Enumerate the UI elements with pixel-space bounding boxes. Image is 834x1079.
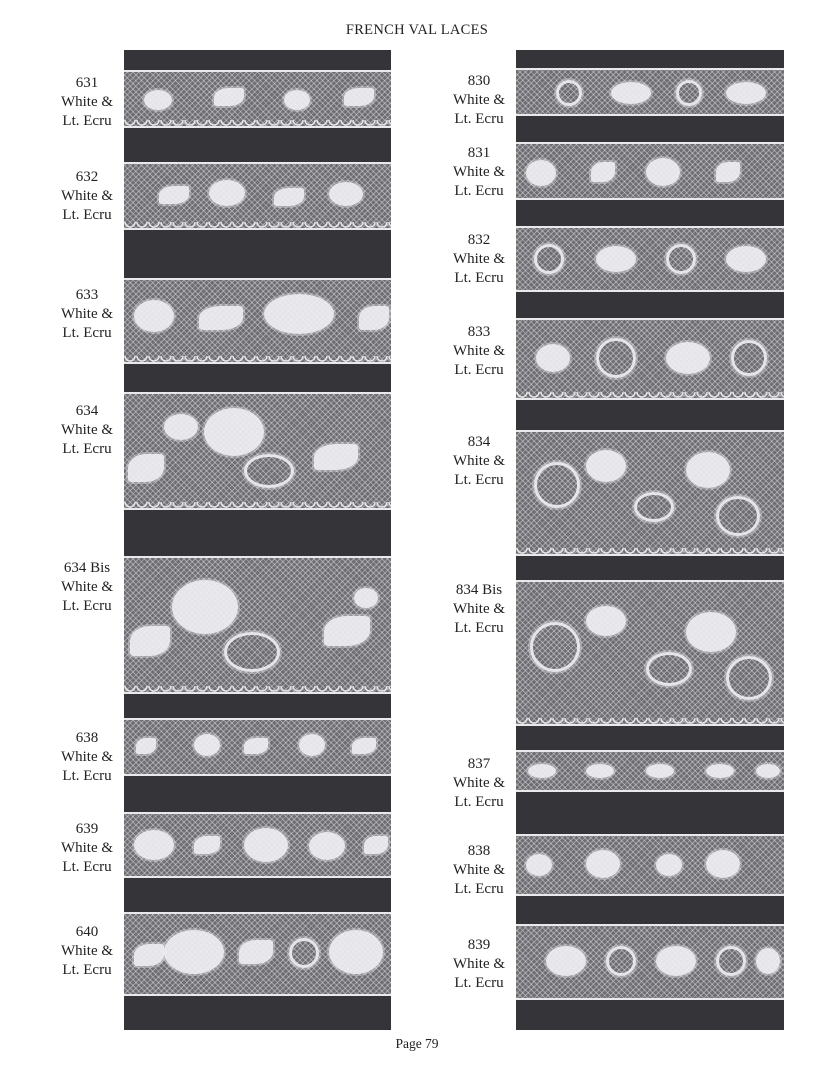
lace-label-837 xyxy=(446,755,512,812)
lace-sample-638 xyxy=(124,718,391,776)
lace-label-640 xyxy=(50,923,124,980)
lace-color: Lt. Ecru xyxy=(454,472,504,488)
lace-label-832 xyxy=(446,231,512,288)
lace-color: Lt. Ecru xyxy=(62,441,112,457)
lace-color: White & xyxy=(60,943,114,959)
lace-label-833 xyxy=(446,323,512,380)
lace-label-834 xyxy=(446,433,512,490)
lace-number: 633 xyxy=(75,287,99,303)
lace-sample-838 xyxy=(516,834,784,896)
lace-sample-834-bis xyxy=(516,580,784,726)
lace-color: White & xyxy=(452,164,506,180)
lace-panel-right xyxy=(516,50,784,1030)
lace-sample-832 xyxy=(516,226,784,292)
lace-sample-834 xyxy=(516,430,784,556)
lace-color: White & xyxy=(60,422,114,438)
lace-label-634 xyxy=(50,402,124,459)
lace-label-830 xyxy=(446,72,512,129)
lace-number: 632 xyxy=(75,169,99,185)
lace-color: Lt. Ecru xyxy=(454,183,504,199)
lace-panel-left xyxy=(124,50,391,1030)
lace-color: White & xyxy=(452,862,506,878)
lace-number: 640 xyxy=(75,924,99,940)
lace-color: Lt. Ecru xyxy=(454,270,504,286)
lace-sample-640 xyxy=(124,912,391,996)
lace-sample-837 xyxy=(516,750,784,792)
lace-color: Lt. Ecru xyxy=(62,859,112,875)
lace-label-634-bis xyxy=(50,559,124,616)
lace-color: Lt. Ecru xyxy=(454,111,504,127)
lace-number: 831 xyxy=(467,145,491,161)
lace-color: White & xyxy=(60,306,114,322)
lace-number: 832 xyxy=(467,232,491,248)
lace-sample-830 xyxy=(516,68,784,116)
lace-number: 830 xyxy=(467,73,491,89)
lace-number: 634 Bis xyxy=(63,560,111,576)
lace-color: White & xyxy=(452,453,506,469)
lace-sample-633 xyxy=(124,278,391,364)
lace-color: Lt. Ecru xyxy=(62,207,112,223)
lace-number: 839 xyxy=(467,937,491,953)
lace-number: 631 xyxy=(75,75,99,91)
lace-label-839 xyxy=(446,936,512,993)
lace-color: Lt. Ecru xyxy=(454,881,504,897)
lace-color: Lt. Ecru xyxy=(62,768,112,784)
lace-label-631 xyxy=(50,74,124,131)
lace-color: Lt. Ecru xyxy=(62,325,112,341)
lace-sample-632 xyxy=(124,162,391,230)
lace-color: White & xyxy=(60,579,114,595)
lace-color: White & xyxy=(452,92,506,108)
lace-color: Lt. Ecru xyxy=(454,794,504,810)
lace-color: White & xyxy=(452,343,506,359)
lace-color: Lt. Ecru xyxy=(454,362,504,378)
lace-sample-831 xyxy=(516,142,784,200)
lace-color: White & xyxy=(452,251,506,267)
lace-sample-631 xyxy=(124,70,391,128)
lace-number: 838 xyxy=(467,843,491,859)
lace-sample-839 xyxy=(516,924,784,1000)
lace-number: 833 xyxy=(467,324,491,340)
lace-label-838 xyxy=(446,842,512,899)
lace-sample-833 xyxy=(516,318,784,400)
lace-sample-634-bis xyxy=(124,556,391,694)
lace-color: Lt. Ecru xyxy=(454,620,504,636)
lace-number: 834 xyxy=(467,434,491,450)
lace-sample-634 xyxy=(124,392,391,510)
page-title: FRENCH VAL LACES xyxy=(345,22,489,38)
lace-color: Lt. Ecru xyxy=(62,598,112,614)
lace-label-638 xyxy=(50,729,124,786)
lace-color: White & xyxy=(60,188,114,204)
lace-number: 837 xyxy=(467,756,491,772)
page-number: Page 79 xyxy=(395,1036,439,1051)
lace-number: 834 Bis xyxy=(455,582,503,598)
lace-color: White & xyxy=(60,840,114,856)
lace-label-831 xyxy=(446,144,512,201)
lace-label-633 xyxy=(50,286,124,343)
lace-color: Lt. Ecru xyxy=(454,975,504,991)
lace-color: Lt. Ecru xyxy=(62,962,112,978)
lace-color: White & xyxy=(60,94,114,110)
lace-number: 639 xyxy=(75,821,99,837)
lace-color: White & xyxy=(452,601,506,617)
lace-color: White & xyxy=(452,956,506,972)
lace-color: White & xyxy=(60,749,114,765)
lace-number: 638 xyxy=(75,730,99,746)
lace-label-639 xyxy=(50,820,124,877)
lace-label-632 xyxy=(50,168,124,225)
lace-number: 634 xyxy=(75,403,99,419)
lace-sample-639 xyxy=(124,812,391,878)
lace-color: White & xyxy=(452,775,506,791)
lace-label-834-bis xyxy=(446,581,512,638)
lace-color: Lt. Ecru xyxy=(62,113,112,129)
